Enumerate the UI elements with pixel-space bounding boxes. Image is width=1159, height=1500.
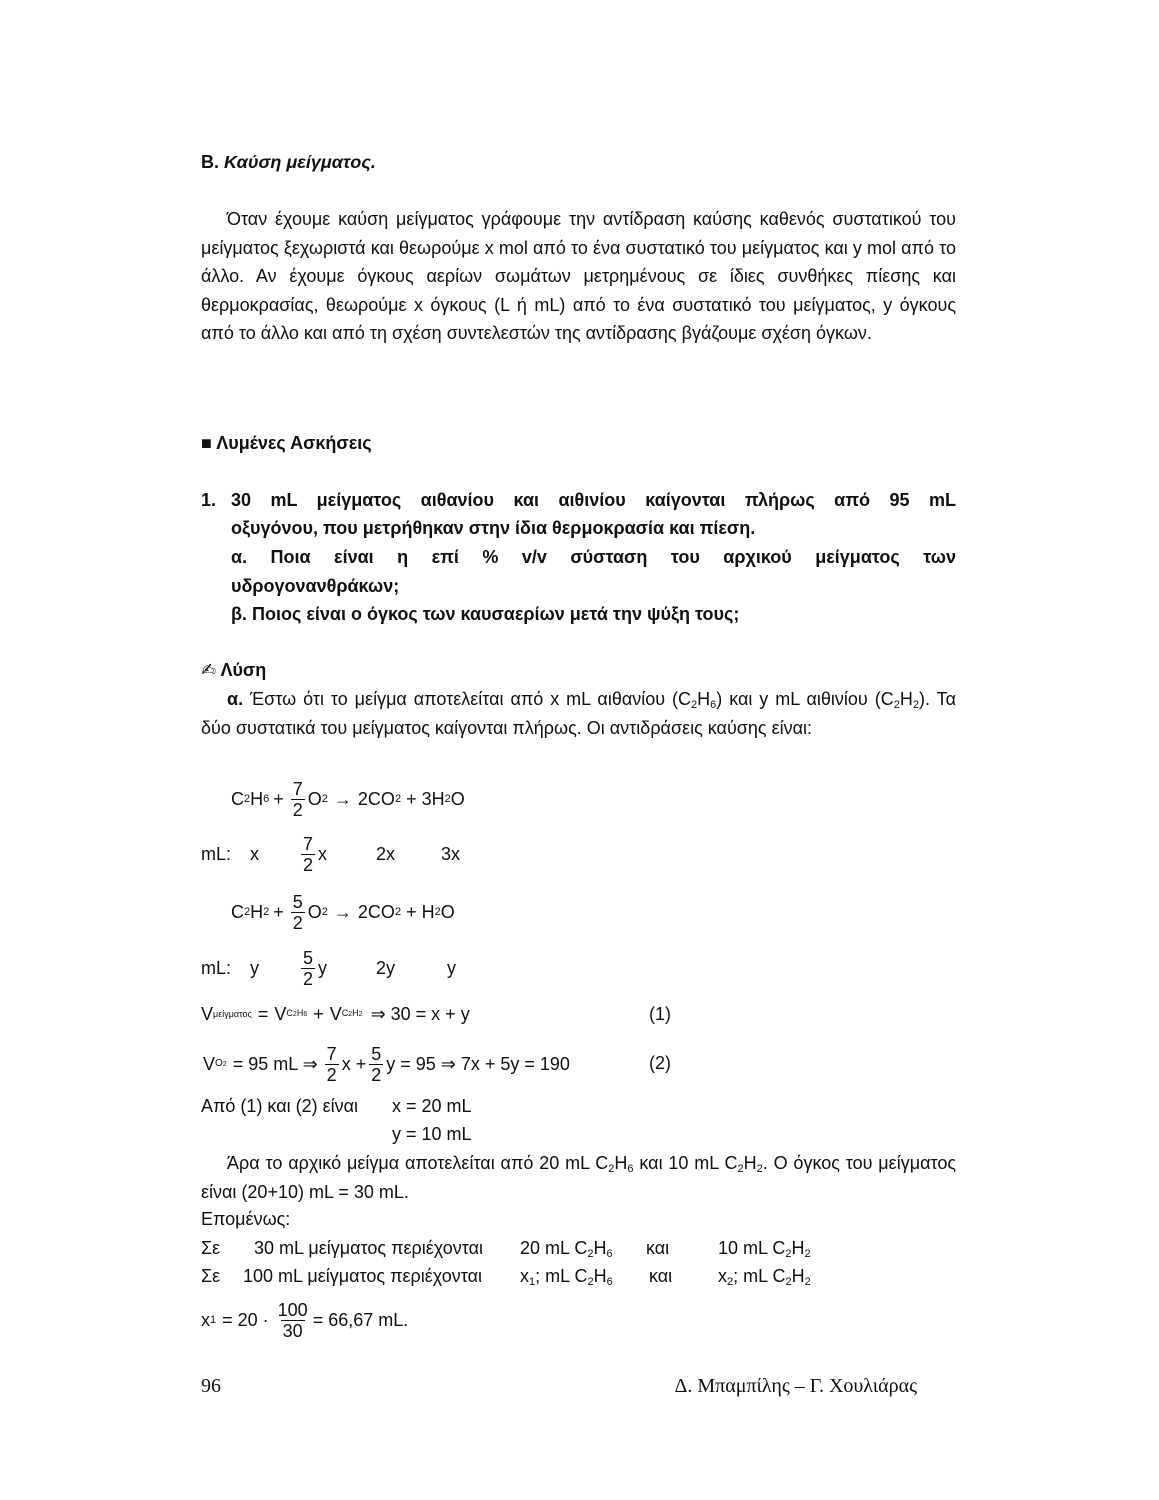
section-title: Καύση μείγματος. [224, 152, 376, 172]
equation-2-tag: (2) [649, 1053, 671, 1073]
exercise-number: 1. [201, 490, 217, 510]
section-label: Β. [201, 152, 219, 172]
fraction: $\frac{5}{2}$ [371, 1043, 382, 1085]
intro-paragraph [201, 205, 956, 348]
result-y: y = 10 mL [392, 1124, 472, 1144]
solution-paragraph: α. Έστω ότι το μείγμα αποτελείται από x mL αιθανίου $(C_2H_6)$ και y mL αιθινίου $(C_2H_2)$. Τα δύο συστατικά του μείγματος καίγονται πλήρως. Οι αντιδράσεις καύσης είναι: [201, 689, 956, 738]
equation-1-tag: (1) [649, 1004, 671, 1024]
question-b: β. Ποιος είναι ο όγκος των καυσαερίων μετά την ψύξη τους; [231, 604, 740, 624]
fraction: $\frac{7}{2}$ [292, 778, 303, 820]
solved-heading-text: Λυμένες Ασκήσεις [216, 433, 372, 453]
solved-heading [201, 433, 372, 454]
fraction: $\frac{100}{30}$ [277, 1299, 308, 1341]
page-number: 96 [201, 1375, 221, 1397]
fraction: $\frac{7}{2}$ [303, 833, 314, 875]
exercise-line1: 30 mL μείγματος αιθανίου και αιθινίου καίγονται πλήρως από 95 mL [231, 490, 956, 510]
intro-text: Όταν έχουμε καύση μείγματος γράφουμε την αντίδραση καύσης καθενός συστατικού του μείγματος ξεχωριστά και θεωρούμε x mol από το ένα συστατικό του μείγματος και y mol από το άλλο. Αν έχουμε όγκους αερίων σωμάτων μετρημένους σε ίδιες συνθήκες πίεσης και θερμοκρασίας, θεωρούμε x όγκους (L ή mL) από το ένα συστατικό του μείγματος, y όγκους από το άλλο και από τη σχέση συντελεστών της αντίδρασης βγάζουμε σχέση όγκων. [201, 209, 956, 343]
arrow-right-icon: → [333, 788, 352, 809]
conclusion-paragraph: Άρα το αρχικό μείγμα αποτελείται από 20 mL $C_2H_6$ και 10 mL $C_2H_2$. Ο όγκος του μείγματος είναι (20+10) mL = 30 mL. [201, 1153, 957, 1202]
arrow-right-icon: → [333, 901, 352, 922]
fraction: $\frac{5}{2}$ [292, 891, 303, 933]
solution-heading-text: Λύση [220, 660, 267, 680]
reaction-ethane: C 2 H 6 + $\frac{7}{2}$ O 2 → 2CO 2 + 3H 2 O [231, 778, 465, 820]
result-x: x = 20 mL [392, 1096, 472, 1116]
question-a-line2: υδρογονανθράκων; [231, 576, 400, 596]
calculation-x1: x 1 = 20 · $\frac{100}{30}$ = 66,67 mL. [201, 1299, 409, 1341]
section-heading [201, 152, 376, 173]
fraction: $\frac{5}{2}$ [303, 947, 314, 989]
result-intro: Από (1) και (2) είναι [201, 1096, 359, 1116]
pencil-hand-icon: ✍ [201, 660, 217, 681]
question-a-line1: α. Ποια είναι η επί % v/v σύσταση του αρχικού μείγματος των [231, 547, 956, 567]
equation-1: V μείγματος = V C2H6 + V C2H2 ⇒ 30 = x + y [201, 1003, 470, 1024]
exercise-line2: οξυγόνου, που μετρήθηκαν στην ίδια θερμοκρασία και πίεση. [231, 518, 756, 538]
equation-2: V O2 = 95 mL ⇒ $\frac{7}{2}$ x + $\frac{5}{2}$ y = 95 ⇒ 7x + 5y = 190 [203, 1043, 570, 1085]
footer-authors: Δ. Μπαμπίλης – Γ. Χουλιάρας [674, 1375, 917, 1397]
hence-label: Επομένως: [201, 1209, 291, 1229]
square-bullet-icon: ■ [201, 433, 212, 453]
part-a-label: α. [227, 689, 244, 709]
fraction: $\frac{7}{2}$ [326, 1043, 337, 1085]
solution-heading [201, 660, 266, 681]
reaction-ethyne: C 2 H 2 + $\frac{5}{2}$ O 2 → 2CO 2 + H 2 O [231, 891, 455, 933]
